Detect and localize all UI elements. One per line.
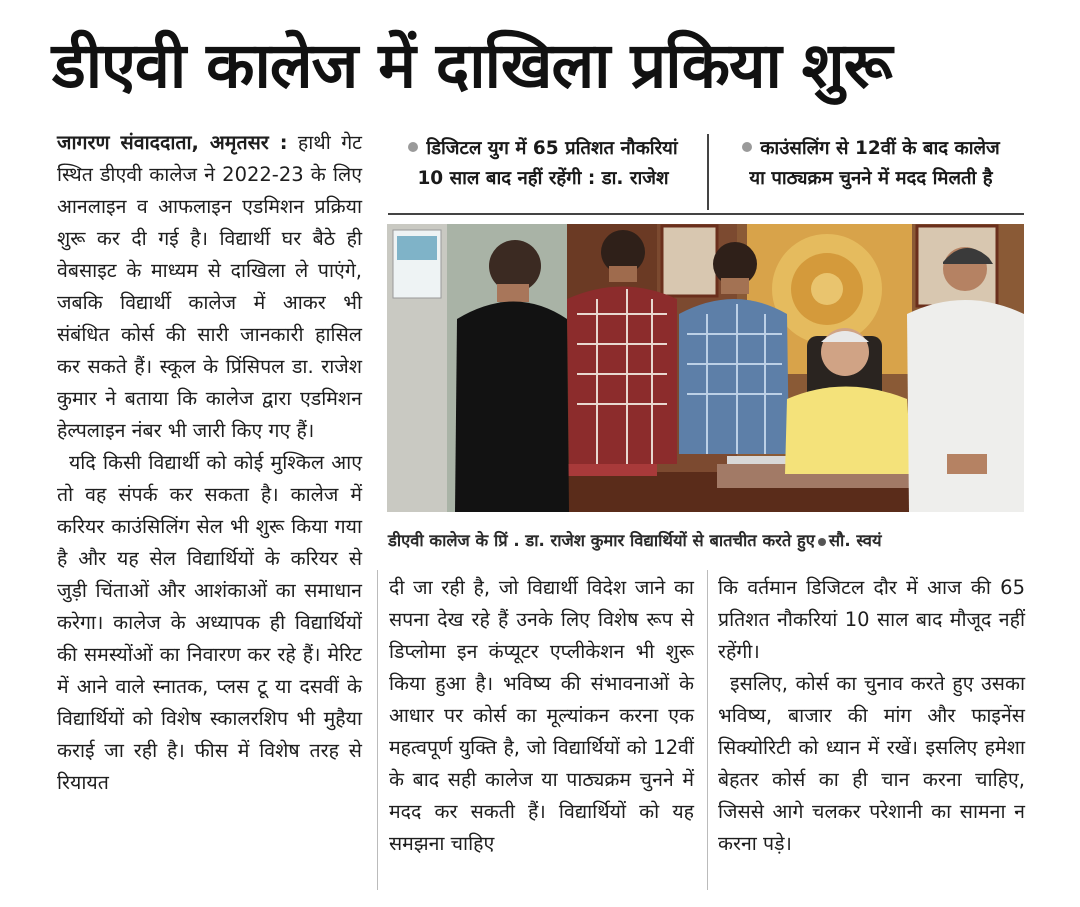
pointer-1 bbox=[388, 134, 698, 194]
headline: डीएवी कालेज में दाखिला प्रकिया शुरू bbox=[52, 29, 892, 102]
article-paragraph: यदि किसी विद्यार्थी को कोई मुश्किल आए तो वह संपर्क कर सकता है। कालेज में करियर काउंसिलिंग सेल भी शुरू किया गया है और यह सेल विद्यार्थियों के करियर से जुड़ी चिंताओं और आशंकाओं का समाधान करेगा। कालेज के अध्यापक ही विद्यार्थियों की समस्योंओं का निवारण कर रहे हैं। मेरिट में आने वाले स्नातक, प्लस टू या दसवीं के विद्यार्थियों को विशेष स्कालरशिप भी मुहैया कराई जा रही है। फीस में विशेष तरह से रियायत bbox=[57, 451, 362, 794]
column-divider bbox=[377, 570, 378, 890]
bullet-icon bbox=[818, 538, 826, 546]
news-photo bbox=[387, 224, 1024, 512]
pointer-line: या पाठ्यक्रम चुनने में मदद मिलती है bbox=[749, 168, 993, 189]
paragraph-text: हाथी गेट स्थित डीएवी कालेज ने 2022-23 के लिए आनलाइन व आफलाइन एडमिशन प्रक्रिया शुरू कर दी गई है। विद्यार्थी घर बैठे ही वेबसाइट के माध्यम से दाखिला ले पाएंगे, जबकि विद्यार्थी कालेज में आकर भी संबंधित कोर्स की सारी जानकारी हासिल कर सकते हैं। स्कूल के प्रिंसिपल डा. राजेश कुमार ने बताया कि कालेज द्वारा एडमिशन हेल्पलाइन नंबर भी जारी किए गए हैं। bbox=[57, 131, 363, 442]
article-column-1 bbox=[57, 127, 362, 799]
pointer-2 bbox=[718, 134, 1024, 194]
article-paragraph: इसलिए, कोर्स का चुनाव करते हुए उसका भविष्य, बाजार की मांग और फाइनेंस सिक्योरिटी को ध्यान में रखें। इसलिए हमेशा बेहतर कोर्स का ही चान करना चाहिए, जिससे आगे चलकर परेशानी का सामना न करना पड़े। bbox=[718, 672, 1025, 855]
pointer-line: काउंसलिंग से 12वीं के बाद कालेज bbox=[760, 138, 1000, 159]
highlight-pointers bbox=[388, 134, 1024, 214]
pointer-line: डिजिटल युग में 65 प्रतिशत नौकरियां bbox=[426, 138, 678, 159]
article-column-2 bbox=[389, 572, 694, 860]
pointer-line: 10 साल बाद नहीं रहेंगी : डा. राजेश bbox=[417, 168, 669, 189]
caption-text: डीएवी कालेज के प्रिं . डा. राजेश कुमार विद्यार्थियों से बातचीत करते हुए bbox=[388, 531, 815, 550]
byline: जागरण संवाददाता, अमृतसर : bbox=[57, 131, 288, 154]
article-paragraph: दी जा रही है, जो विद्यार्थी विदेश जाने का सपना देख रहे हैं उनके लिए विशेष रूप से डिप्लोमा इन कंप्यूटर एप्लीकेशन भी शुरू किया हुआ है। भविष्य की संभावनाओं के आधार पर कोर्स का मूल्यांकन करना एक महत्वपूर्ण युक्ति है, जो विद्यार्थियों को 12वीं के बाद सही कालेज या पाठ्यक्रम चुनने में मदद कर सकती हैं। विद्यार्थियों को यह समझना चाहिए bbox=[389, 576, 694, 855]
photo-caption bbox=[388, 527, 1028, 555]
bullet-icon bbox=[742, 142, 752, 152]
column-divider bbox=[707, 570, 708, 890]
photo-credit: सौ. स्वयं bbox=[828, 531, 882, 550]
divider bbox=[388, 213, 1024, 215]
divider bbox=[707, 134, 709, 210]
article-paragraph bbox=[57, 127, 362, 447]
article-paragraph: कि वर्तमान डिजिटल दौर में आज की 65 प्रतिशत नौकरियां 10 साल बाद मौजूद नहीं रहेंगी। bbox=[718, 576, 1025, 663]
article-column-3 bbox=[718, 572, 1025, 860]
bullet-icon bbox=[408, 142, 418, 152]
